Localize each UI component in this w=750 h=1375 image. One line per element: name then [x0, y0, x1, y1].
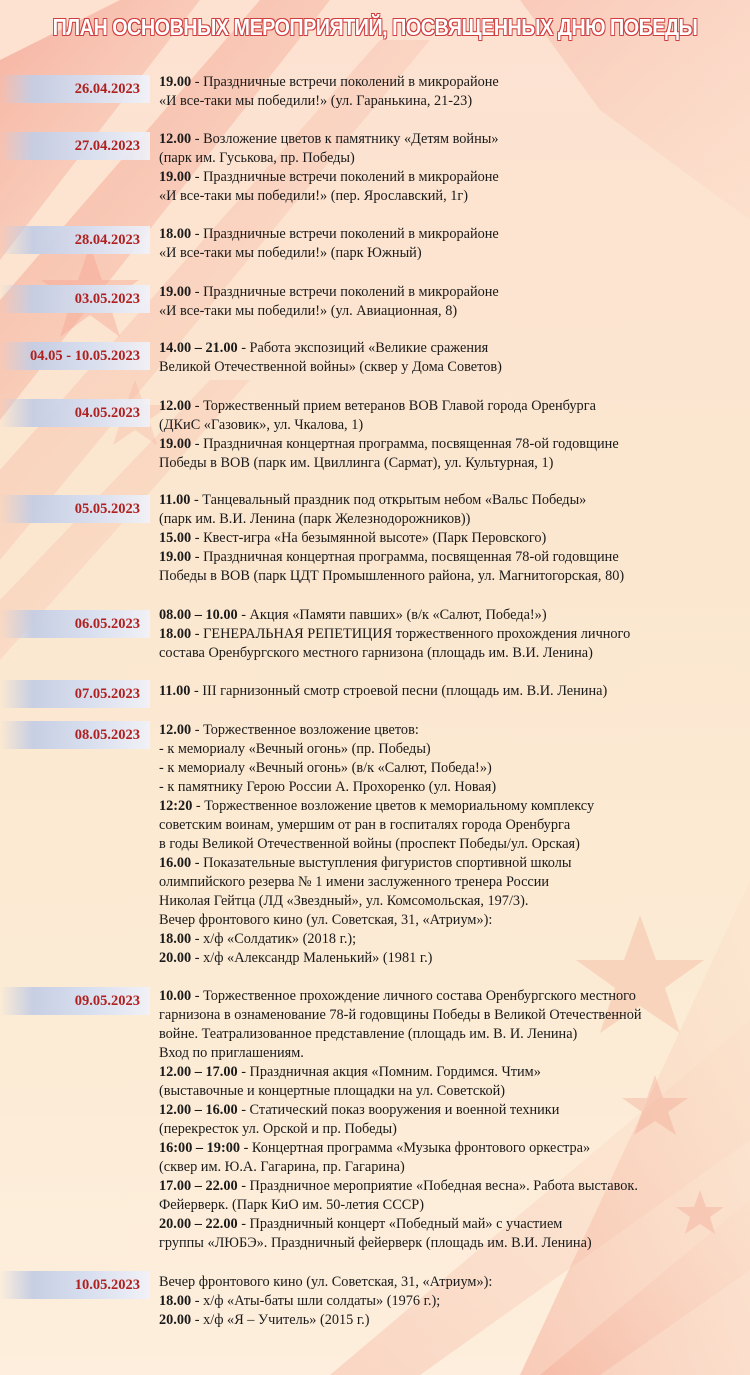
event-text: - Возложение цветов к памятнику «Детям войны»: [191, 131, 499, 147]
event-line: [159, 339, 739, 358]
event-time: 20.00: [159, 1312, 192, 1328]
entry-lines: [159, 682, 739, 701]
event-time: 20.00: [159, 950, 192, 966]
event-text: - Праздничная акция «Помним. Гордимся. Чтим»: [237, 1064, 541, 1080]
event-line: [159, 854, 739, 873]
event-text: - Торжественный прием ветеранов ВОВ Главой города Оренбурга: [191, 398, 596, 414]
event-line: [159, 987, 739, 1006]
event-line: [159, 1196, 739, 1215]
event-text: (ДКиС «Газовик», ул. Чкалова, 1): [159, 417, 364, 433]
event-line: [159, 567, 739, 586]
date-badge: 03.05.2023: [0, 285, 150, 313]
event-time: 11.00: [159, 492, 191, 508]
event-time: 08.00 – 10.00: [159, 607, 238, 623]
event-text: - х/ф «Александр Маленький» (1981 г.): [191, 950, 433, 966]
event-line: [159, 510, 739, 529]
event-text: советским воинам, умершим от ран в госпиталях города Оренбурга: [159, 817, 571, 833]
event-line: [159, 302, 739, 321]
event-text: войне. Театрализованное представление (площадь им. В. И. Ленина): [159, 1026, 578, 1042]
event-text: - Статический показ вооружения и военной техники: [237, 1102, 560, 1118]
entry-lines: [159, 339, 739, 377]
event-text: - Работа экспозиций «Великие сражения: [237, 340, 489, 356]
event-time: 12.00 – 17.00: [159, 1064, 238, 1080]
event-time: 19.00: [159, 436, 192, 452]
event-line: [159, 759, 739, 778]
event-text: - х/ф «Я – Учитель» (2015 г.): [191, 1312, 370, 1328]
event-time: 19.00: [159, 74, 192, 90]
date-badge: 08.05.2023: [0, 721, 150, 749]
event-line: [159, 548, 739, 567]
event-line: [159, 873, 739, 892]
event-text: Николая Гейтца (ЛД «Звездный», ул. Комсомольская, 197/3).: [159, 893, 529, 909]
event-time: 18.00: [159, 931, 192, 947]
event-line: [159, 721, 739, 740]
event-line: [159, 949, 739, 968]
event-text: в годы Великой Отечественной войны (проспект Победы/ул. Орская): [159, 836, 580, 852]
event-time: 20.00 – 22.00: [159, 1216, 238, 1232]
entry-lines: [159, 130, 739, 206]
event-time: 19.00: [159, 549, 192, 565]
event-text: «И все-таки мы победили!» (ул. Авиационная, 8): [159, 303, 458, 319]
date-badge: 05.05.2023: [0, 495, 150, 523]
event-line: [159, 1101, 739, 1120]
event-text: (перекресток ул. Орской и пр. Победы): [159, 1121, 397, 1137]
event-line: [159, 1044, 739, 1063]
event-text: - Праздничная концертная программа, посвященная 78-ой годовщине: [191, 549, 619, 565]
event-time: 18.00: [159, 1293, 192, 1309]
event-time: 18.00: [159, 226, 192, 242]
event-line: [159, 454, 739, 473]
event-time: 19.00: [159, 284, 192, 300]
event-text: - к мемориалу «Вечный огонь» (в/к «Салют, Победа!»): [159, 760, 492, 776]
event-time: 12.00: [159, 398, 192, 414]
event-line: [159, 1120, 739, 1139]
event-line: [159, 1273, 739, 1292]
event-text: - Квест-игра «На безымянной высоте» (Парк Перовского): [191, 530, 547, 546]
event-line: [159, 529, 739, 548]
event-text: «И все-таки мы победили!» (пер. Ярославский, 1г): [159, 188, 468, 204]
event-text: - Праздничные встречи поколений в микрорайоне: [191, 284, 499, 300]
event-text: олимпийского резерва № 1 имени заслуженного тренера России: [159, 874, 550, 890]
event-text: (парк им. В.И. Ленина (парк Железнодорожников)): [159, 511, 471, 527]
event-text: (выставочные и концертные площадки на ул. Советской): [159, 1083, 506, 1099]
event-time: 11.00: [159, 683, 191, 699]
event-time: 16.00: [159, 855, 192, 871]
event-line: [159, 1234, 739, 1253]
event-line: [159, 1177, 739, 1196]
event-text: - к мемориалу «Вечный огонь» (пр. Победы): [159, 741, 431, 757]
date-badge: 26.04.2023: [0, 75, 150, 103]
event-line: [159, 1311, 739, 1330]
event-line: [159, 625, 739, 644]
event-time: 14.00 – 21.00: [159, 340, 238, 356]
event-text: - Праздничное мероприятие «Победная весна». Работа выставок.: [237, 1178, 638, 1194]
event-line: [159, 644, 739, 663]
event-text: гарнизона в ознаменование 78-й годовщины Победы в Великой Отечественной: [159, 1007, 642, 1023]
event-text: - к памятнику Герою России А. Прохоренко (ул. Новая): [159, 779, 497, 795]
event-line: [159, 225, 739, 244]
entry-lines: [159, 1273, 739, 1330]
date-badge: 04.05.2023: [0, 399, 150, 427]
event-text: - х/ф «Солдатик» (2018 г.);: [191, 931, 357, 947]
event-time: 15.00: [159, 530, 192, 546]
event-line: [159, 1082, 739, 1101]
event-text: Вход по приглашениям.: [159, 1045, 304, 1061]
event-time: 12:20: [159, 798, 193, 814]
entry-lines: [159, 397, 739, 473]
event-line: [159, 92, 739, 111]
event-line: [159, 187, 739, 206]
event-line: [159, 358, 739, 377]
event-line: [159, 1063, 739, 1082]
event-time: 12.00 – 16.00: [159, 1102, 238, 1118]
event-line: [159, 740, 739, 759]
event-text: «И все-таки мы победили!» (парк Южный): [159, 245, 422, 261]
date-badge: 10.05.2023: [0, 1271, 150, 1299]
event-line: [159, 1292, 739, 1311]
event-text: Вечер фронтового кино (ул. Советская, 31, «Атриум»):: [159, 912, 493, 928]
event-text: - Торжественное возложение цветов к мемориальному комплексу: [192, 798, 595, 814]
event-line: [159, 1215, 739, 1234]
event-line: [159, 397, 739, 416]
event-text: - Праздничный концерт «Победный май» с участием: [237, 1216, 563, 1232]
event-line: [159, 416, 739, 435]
page-title: ПЛАН ОСНОВНЫХ МЕРОПРИЯТИЙ, ПОСВЯЩЕННЫХ ДНЮ ПОБЕДЫ: [52, 14, 698, 40]
event-line: [159, 911, 739, 930]
event-line: [159, 797, 739, 816]
entry-lines: [159, 721, 739, 968]
date-badge: 28.04.2023: [0, 226, 150, 254]
entry-lines: [159, 225, 739, 263]
event-text: - Концертная программа «Музыка фронтового оркестра»: [240, 1140, 591, 1156]
event-text: (сквер им. Ю.А. Гагарина, пр. Гагарина): [159, 1159, 405, 1175]
entry-lines: [159, 283, 739, 321]
event-line: [159, 892, 739, 911]
event-text: - Танцевальный праздник под открытым небом «Вальс Победы»: [190, 492, 587, 508]
event-line: [159, 930, 739, 949]
event-line: [159, 835, 739, 854]
event-text: - Торжественное возложение цветов:: [191, 722, 419, 738]
event-text: - Праздничные встречи поколений в микрорайоне: [191, 169, 499, 185]
date-badge: 06.05.2023: [0, 610, 150, 638]
event-text: (парк им. Гуськова, пр. Победы): [159, 150, 355, 166]
event-text: группы «ЛЮБЭ». Праздничный фейерверк (площадь им. В.И. Ленина): [159, 1235, 592, 1251]
event-time: 18.00: [159, 626, 192, 642]
entry-lines: [159, 73, 739, 111]
event-line: [159, 1158, 739, 1177]
event-text: - ГЕНЕРАЛЬНАЯ РЕПЕТИЦИЯ торжественного прохождения личного: [191, 626, 631, 642]
date-badge: 27.04.2023: [0, 132, 150, 160]
event-line: [159, 73, 739, 92]
event-line: [159, 1006, 739, 1025]
date-badge: 04.05 - 10.05.2023: [0, 342, 150, 370]
event-time: 19.00: [159, 169, 192, 185]
entry-lines: [159, 987, 739, 1253]
event-text: - Праздничная концертная программа, посвященная 78-ой годовщине: [191, 436, 619, 452]
event-text: Вечер фронтового кино (ул. Советская, 31, «Атриум»):: [159, 1274, 493, 1290]
date-badge: 09.05.2023: [0, 987, 150, 1015]
event-line: [159, 435, 739, 454]
event-text: - Акция «Памяти павших» (в/к «Салют, Победа!»): [237, 607, 547, 623]
event-text: «И все-таки мы победили!» (ул. Гаранькина, 21-23): [159, 93, 473, 109]
event-line: [159, 283, 739, 302]
event-text: Великой Отечественной войны» (сквер у Дома Советов): [159, 359, 502, 375]
event-line: [159, 130, 739, 149]
event-line: [159, 606, 739, 625]
event-text: - III гарнизонный смотр строевой песни (площадь им. В.И. Ленина): [190, 683, 608, 699]
date-badge: 07.05.2023: [0, 680, 150, 708]
event-text: - Праздничные встречи поколений в микрорайоне: [191, 226, 499, 242]
event-line: [159, 149, 739, 168]
event-line: [159, 244, 739, 263]
event-time: 17.00 – 22.00: [159, 1178, 238, 1194]
event-text: Победы в ВОВ (парк им. Цвиллинга (Сармат), ул. Культурная, 1): [159, 455, 554, 471]
event-time: 12.00: [159, 722, 192, 738]
event-line: [159, 168, 739, 187]
event-time: 16:00 – 19:00: [159, 1140, 241, 1156]
entry-lines: [159, 491, 739, 586]
event-line: [159, 816, 739, 835]
event-line: [159, 778, 739, 797]
event-line: [159, 1139, 739, 1158]
event-text: состава Оренбургского местного гарнизона (площадь им. В.И. Ленина): [159, 645, 593, 661]
event-text: - Торжественное прохождение личного состава Оренбургского местного: [191, 988, 636, 1004]
event-line: [159, 682, 739, 701]
event-line: [159, 491, 739, 510]
event-line: [159, 1025, 739, 1044]
event-text: - Показательные выступления фигуристов спортивной школы: [191, 855, 572, 871]
event-text: - х/ф «Аты-баты шли солдаты» (1976 г.);: [191, 1293, 441, 1309]
event-text: - Праздничные встречи поколений в микрорайоне: [191, 74, 499, 90]
event-text: Победы в ВОВ (парк ЦДТ Промышленного района, ул. Магнитогорская, 80): [159, 568, 625, 584]
entry-lines: [159, 606, 739, 663]
event-time: 10.00: [159, 988, 192, 1004]
event-text: Фейерверк. (Парк КиО им. 50-летия СССР): [159, 1197, 424, 1213]
event-time: 12.00: [159, 131, 192, 147]
